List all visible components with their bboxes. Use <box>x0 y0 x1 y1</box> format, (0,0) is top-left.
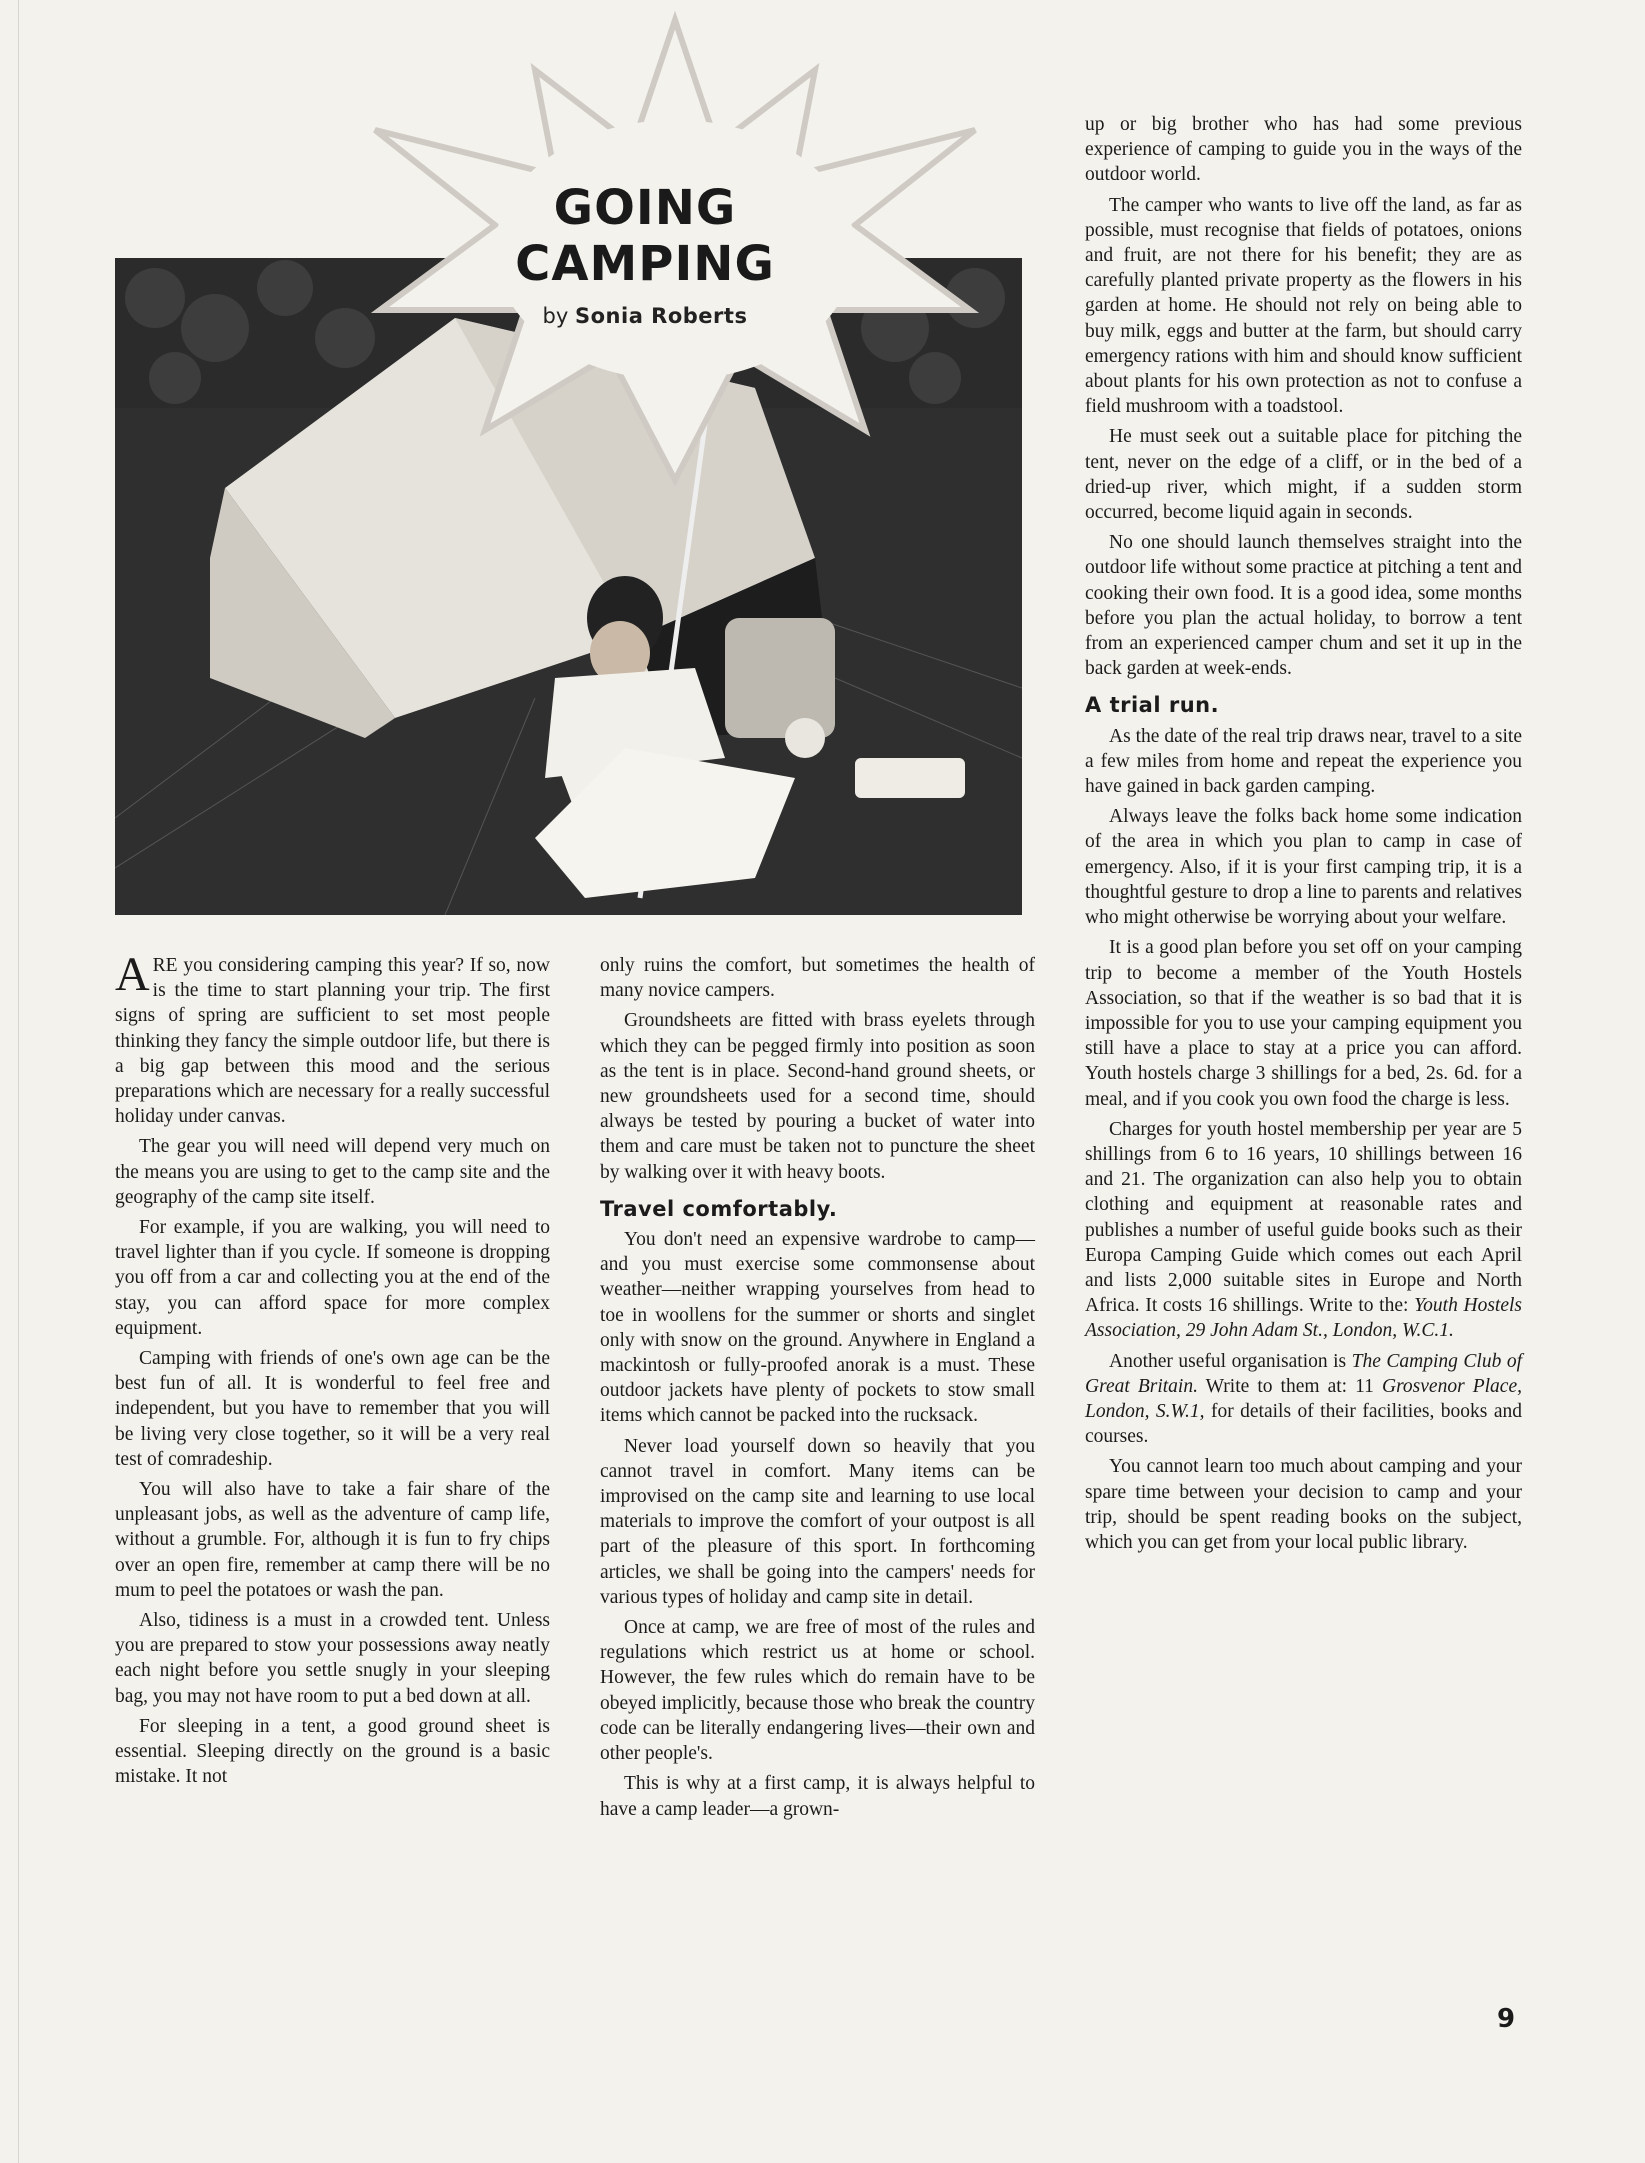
paragraph: Always leave the folks back home some indication of the area in which you plan to camp in case of emergency. Also, if it is your first camping trip, it is a thoughtful gesture to drop a line to parents and relatives who might otherwise be worrying about your welfare. <box>1085 806 1522 929</box>
paragraph: Once at camp, we are free of most of the rules and regulations which restrict us at home or school. However, the few rules which do remain have to be obeyed implicitly, because those who break the country code can be literally endangering lives—their own and other people's. <box>600 1617 1035 1765</box>
paragraph: You will also have to take a fair share of the unpleasant jobs, as well as the adventure of camp life, without a grumble. For, although it is fun to fry chips over an open fire, remember at camp there will be no mum to peel the potatoes or wash the pan. <box>115 1479 550 1601</box>
paragraph: You cannot learn too much about camping and your spare time between your decision to camp and your trip, should be spent reading books on the subject, which you can get from your local public library. <box>1085 1456 1522 1553</box>
paragraph: He must seek out a suitable place for pitching the tent, never on the edge of a cliff, or in the bed of a dried-up river, which might, if a sudden storm occurred, become liquid again in seconds. <box>1085 426 1522 524</box>
paragraph: Groundsheets are fitted with brass eyelets through which they can be pegged firmly into position as soon as the tent is in place. Second-hand ground sheets, or new groundsheets used for a second time, should always be tested by pouring a bucket of water into them and care must be taken not to puncture the sheet by walking over it with heavy boots. <box>600 1010 1035 1183</box>
paragraph: No one should launch themselves straight into the outdoor life without some practice at pitching a tent and cooking their own food. It is a good idea, some months before you plan the actual holiday, to borrow a tent from an experienced camper chum and set it up in the back garden at week-ends. <box>1085 532 1522 680</box>
paragraph-text: Write to them at: 11 <box>1205 1375 1374 1397</box>
column-3 <box>1085 112 1522 1560</box>
paragraph <box>1085 1117 1522 1344</box>
paragraph-text: Another useful organisation is <box>1109 1350 1347 1372</box>
author-name: Sonia Roberts <box>575 304 748 328</box>
byline <box>470 304 820 328</box>
organisation-name: The Camping Club of Great Britain. <box>1085 1350 1523 1397</box>
paragraph-text: Charges for youth hostel membership per year are 5 shillings from 6 to 16 years, 10 shillings between 16 and 21. The organization can also help you to obtain clothing and equipment at reasonable rates and publishes a number of useful guide books such as their Europa Camping Guide which comes out each April and lists 2,000 suitable sites in Europe and North Africa. It costs 16 shillings. Write to the: <box>1085 1118 1522 1317</box>
paragraph: The camper who wants to live off the land, as far as possible, must recognise that fields of potatoes, onions and fruit, are not there for his benefit; they are as carefully planted private property as the flowers in his garden at home. He should not rely on being able to buy milk, eggs and butter at the farm, but should carry emergency rations with him and should know sufficient about plants for his own protection as not to confuse a field mushroom with a toadstool. <box>1085 194 1522 418</box>
paragraph: Never load yourself down so heavily that you cannot travel in comfort. Many items can be improvised on the camp site and learning to use local materials to improve the comfort of your outpost is all part of the pleasure of this sport. In forthcoming articles, we shall be going into the campers' needs for various types of holiday and camp site in detail. <box>600 1435 1035 1608</box>
paragraph: For sleeping in a tent, a good ground sheet is essential. Sleeping directly on the ground is a basic mistake. It not <box>115 1715 550 1788</box>
paragraph: You don't need an expensive wardrobe to camp—and you must exercise some commonsense about weather—neither wrapping yourselves from head to toe in woollens for the summer or shorts and singlet only with snow on the ground. Anywhere in England a mackintosh or fully-proofed anorak is a must. These outdoor jackets have plenty of pockets to stow small items which cannot be packed into the rucksack. <box>600 1229 1035 1427</box>
paragraph <box>115 948 550 1129</box>
byline-prefix: by <box>542 304 569 328</box>
address-italic: Youth Hostels Association, 29 John Adam St., London, W.C.1. <box>1085 1295 1522 1342</box>
address-italic: Grosvenor Place, London, S.W.1, <box>1085 1375 1522 1422</box>
page-margin-line <box>18 0 19 2163</box>
paragraph: As the date of the real trip draws near, travel to a site a few miles from home and repeat the experience you have gained in back garden camping. <box>1085 725 1522 798</box>
column-1 <box>115 948 550 1795</box>
paragraph: only ruins the comfort, but sometimes the health of many novice campers. <box>600 955 1035 1002</box>
paragraph: The gear you will need will depend very much on the means you are using to get to the camp site and the geography of the camp site itself. <box>115 1136 550 1208</box>
title-line-1: GOING <box>553 180 737 236</box>
paragraph <box>1085 1349 1522 1450</box>
paragraph-text: RE you considering camping this year? If so, now is the time to start planning your trip. The first signs of spring are sufficient to set most people thinking they fancy the simple outdoor life, but there is a big gap between this mood and the serious preparations which are necessary for a really successful holiday under canvas. <box>115 955 550 1128</box>
paragraph-text: for details of their facilities, books and courses. <box>1085 1400 1522 1448</box>
paragraph: It is a good plan before you set off on your camping trip to become a member of the Youth Hostels Association, so that if the weather is so bad that it is impossible for you to use your camping equipment you still have a place to stay at a price you can afford. Youth hostels charge 3 shillings for a bed, 2s. 6d. for a meal, and if you cook you own food the charge is less. <box>1085 937 1522 1110</box>
column-2 <box>600 953 1035 1827</box>
drop-cap: A <box>115 948 150 1001</box>
paragraph: Also, tidiness is a must in a crowded tent. Unless you are prepared to stow your possessions away neatly each night before you settle snugly in your sleeping bag, you may not have room to put a bed down at all. <box>115 1610 550 1707</box>
section-heading: Travel comfortably. <box>600 1196 838 1221</box>
paragraph: This is why at a first camp, it is always helpful to have a camp leader—a grown- <box>600 1773 1035 1820</box>
paragraph: up or big brother who has had some previous experience of camping to guide you in the ways of the outdoor world. <box>1085 114 1522 186</box>
title-block <box>470 180 820 328</box>
paragraph: For example, if you are walking, you will need to travel lighter than if you cycle. If someone is dropping you off from a car and collecting you at the end of the stay, you can afford space for more complex equipment. <box>115 1217 550 1339</box>
page-number: 9 <box>1497 2004 1516 2034</box>
section-heading: A trial run. <box>1085 693 1220 718</box>
paragraph: Camping with friends of one's own age can be the best fun of all. It is wonderful to feel free and independent, but you have to remember that you will be living very close together, so it will be a very real test of comradeship. <box>115 1348 550 1470</box>
title-line-2: CAMPING <box>515 236 775 292</box>
